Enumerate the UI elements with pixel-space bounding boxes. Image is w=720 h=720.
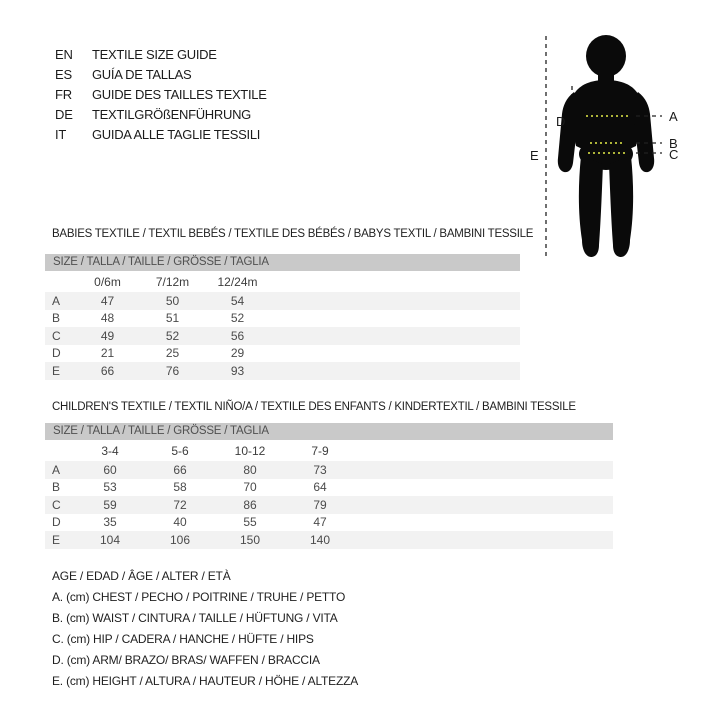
table-row-b [45,479,613,497]
children-size-table [45,423,613,549]
table-row-d [45,514,613,532]
table-cell: 76 [165,363,180,378]
table-cell: 150 [239,532,261,547]
table-cell: 29 [230,346,245,361]
table-row-e [45,531,613,549]
table-cell: 21 [100,346,115,361]
language-list [55,44,267,144]
table-cell: 60 [103,462,117,477]
table-row-d [45,345,520,363]
table-row-c [45,327,520,345]
table-cell: 73 [313,462,327,477]
table-cell: 53 [103,480,117,495]
table-cell: 86 [243,497,257,512]
table-cell: 55 [243,515,257,530]
language-code: DE [55,106,73,122]
row-label: A [52,462,61,477]
table-cell: 59 [103,497,117,512]
table-cell: 58 [173,480,187,495]
column-header: 12/24m [217,274,258,289]
row-label: E [52,363,61,378]
table-cell: 56 [230,328,245,343]
table-cell: 49 [100,328,115,343]
label-hip-c: C [669,147,679,162]
language-row-es [55,64,267,84]
label-height-e: E [530,148,539,163]
column-header: 7-9 [311,443,329,458]
language-code: FR [55,86,72,102]
table-cell: 66 [173,462,187,477]
measurement-legend [52,566,358,692]
column-header: 5-6 [171,443,189,458]
babies-section-heading: BABIES TEXTILE / TEXTIL BEBÉS / TEXTILE DES BÉBÉS / BABYS TEXTIL / BAMBINI TESSILE [52,228,534,240]
label-waist-b: B [669,136,678,151]
table-cell: 70 [243,480,257,495]
table-row-a [45,292,520,310]
babies-column-header-row [45,271,520,292]
column-header: 3-4 [101,443,119,458]
row-label: B [52,311,61,326]
language-code: IT [55,126,67,142]
table-cell: 140 [309,532,331,547]
table-cell: 50 [165,293,180,308]
language-title: GUIDA ALLE TAGLIE TESSILI [92,126,261,142]
table-cell: 106 [169,532,191,547]
row-label: B [52,480,61,495]
children-size-header-bar: SIZE / TALLA / TAILLE / GRÖSSE / TAGLIA [45,423,613,440]
legend-arm: D. (cm) ARM/ BRAZO/ BRAS/ WAFFEN / BRACCIA [52,653,320,667]
legend-waist: B. (cm) WAIST / CINTURA / TAILLE / HÜFTUNG / VITA [52,611,338,625]
language-title: GUIDE DES TAILLES TEXTILE [92,86,267,102]
row-label: A [52,293,61,308]
row-label: D [52,515,61,530]
babies-size-table [45,254,520,380]
column-header: 0/6m [94,274,121,289]
label-chest-a: A [669,109,678,124]
language-row-en [55,44,267,64]
table-cell: 47 [100,293,115,308]
legend-hip: C. (cm) HIP / CADERA / HANCHE / HÜFTE / HIPS [52,632,314,646]
table-cell: 66 [100,363,115,378]
table-cell: 80 [243,462,257,477]
row-label: E [52,532,61,547]
table-row-a [45,461,613,479]
child-measurement-figure [520,20,710,265]
column-header: 10-12 [234,443,266,458]
table-cell: 52 [165,328,180,343]
table-cell: 25 [165,346,180,361]
children-section-heading: CHILDREN'S TEXTILE / TEXTIL NIÑO/A / TEXTILE DES ENFANTS / KINDERTEXTIL / BAMBINI TESSILE [52,401,576,413]
language-code: ES [55,66,72,82]
language-row-de [55,104,267,124]
language-code: EN [55,46,73,62]
legend-age: AGE / EDAD / ÂGE / ALTER / ETÀ [52,569,231,583]
table-cell: 52 [230,311,245,326]
table-cell: 35 [103,515,117,530]
table-cell: 47 [313,515,327,530]
language-title: GUÍA DE TALLAS [92,66,192,82]
table-cell: 64 [313,480,327,495]
row-label: C [52,497,61,512]
legend-chest: A. (cm) CHEST / PECHO / POITRINE / TRUHE / PETTO [52,590,346,604]
table-cell: 93 [230,363,245,378]
table-cell: 104 [99,532,121,547]
table-row-b [45,310,520,328]
child-silhouette-icon [558,35,654,257]
column-header: 7/12m [155,274,190,289]
label-arm-d: D [556,114,566,129]
table-cell: 48 [100,311,115,326]
language-title: TEXTILE SIZE GUIDE [92,46,217,62]
table-cell: 54 [230,293,245,308]
table-cell: 40 [173,515,187,530]
table-cell: 51 [165,311,180,326]
language-row-it [55,124,267,144]
row-label: D [52,346,61,361]
table-cell: 79 [313,497,327,512]
babies-size-header-bar: SIZE / TALLA / TAILLE / GRÖSSE / TAGLIA [45,254,520,271]
legend-height: E. (cm) HEIGHT / ALTURA / HAUTEUR / HÖHE / ALTEZZA [52,674,359,688]
table-row-c [45,496,613,514]
children-column-header-row [45,440,613,461]
language-title: TEXTILGRÖßENFÜHRUNG [92,106,251,122]
language-row-fr [55,84,267,104]
table-cell: 72 [173,497,187,512]
row-label: C [52,328,61,343]
table-row-e [45,362,520,380]
